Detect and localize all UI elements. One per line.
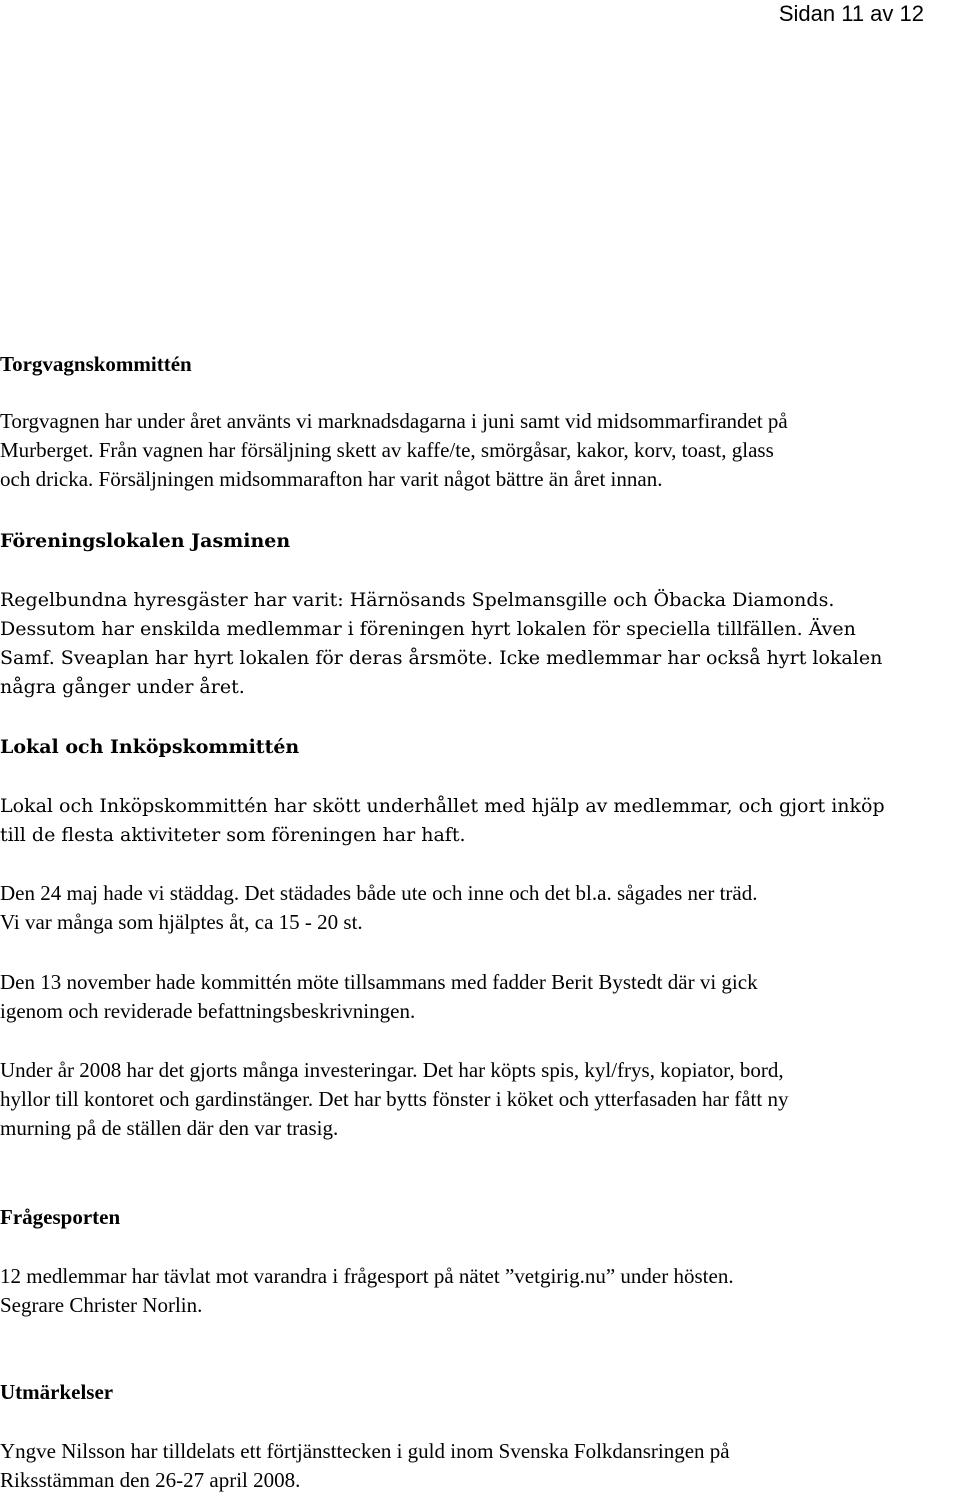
text-line: till de flesta aktiviteter som föreningen har haft. bbox=[0, 824, 466, 846]
text-line: murning på de ställen där den var trasig. bbox=[0, 1116, 339, 1140]
text-line: Den 13 november hade kommittén möte tillsammans med fadder Berit Bystedt där vi gick bbox=[0, 970, 758, 994]
paragraph-jasminen bbox=[0, 586, 956, 702]
text-line: 12 medlemmar har tävlat mot varandra i frågesport på nätet ”vetgirig.nu” under hösten. bbox=[0, 1264, 734, 1288]
text-line: Yngve Nilsson har tilldelats ett förtjänsttecken i guld inom Svenska Folkdansringen på bbox=[0, 1439, 730, 1463]
text-line: Samf. Sveaplan har hyrt lokalen för deras årsmöte. Icke medlemmar har också hyrt lokalen bbox=[0, 647, 883, 669]
text-line: och dricka. Försäljningen midsommarafton har varit något bättre än året innan. bbox=[0, 467, 663, 491]
paragraph-lokal-4 bbox=[0, 1056, 956, 1143]
text-line: Under år 2008 har det gjorts många investeringar. Det har köpts spis, kyl/frys, kopiator, bord, bbox=[0, 1058, 784, 1082]
text-line: igenom och reviderade befattningsbeskrivningen. bbox=[0, 999, 416, 1023]
text-line: Lokal och Inköpskommittén har skött underhållet med hjälp av medlemmar, och gjort inköp bbox=[0, 795, 885, 817]
text-line: Den 24 maj hade vi städdag. Det städades både ute och inne och det bl.a. sågades ner träd. bbox=[0, 881, 758, 905]
section-heading-utmarkelser: Utmärkelser bbox=[0, 1380, 114, 1404]
text-line: Segrare Christer Norlin. bbox=[0, 1293, 203, 1317]
section-heading-lokal: Lokal och Inköpskommittén bbox=[0, 736, 300, 758]
page-number: Sidan 11 av 12 bbox=[778, 1, 924, 26]
text-line: Torgvagnen har under året använts vi marknadsdagarna i juni samt vid midsommarfirandet på bbox=[0, 409, 788, 433]
text-line: hyllor till kontoret och gardinstänger. Det har bytts fönster i köket och ytterfasaden har fått ny bbox=[0, 1087, 789, 1111]
text-line: Vi var många som hjälptes åt, ca 15 - 20 st. bbox=[0, 910, 363, 934]
paragraph-lokal-3 bbox=[0, 968, 956, 1026]
paragraph-torgvagn-body bbox=[0, 407, 956, 494]
text-line: Riksstämman den 26-27 april 2008. bbox=[0, 1468, 301, 1492]
section-heading-fragesport: Frågesporten bbox=[0, 1205, 121, 1229]
paragraph-lokal-1 bbox=[0, 792, 956, 850]
paragraph-fragesport bbox=[0, 1262, 956, 1320]
section-heading-torgvagn: Torgvagnskommittén bbox=[0, 352, 192, 376]
text-line: några gånger under året. bbox=[0, 676, 245, 698]
text-line: Murberget. Från vagnen har försäljning skett av kaffe/te, smörgåsar, kakor, korv, toast, glass bbox=[0, 438, 774, 462]
paragraph-lokal-2 bbox=[0, 879, 956, 937]
text-line: Dessutom har enskilda medlemmar i föreningen hyrt lokalen för speciella tillfällen. Även bbox=[0, 618, 856, 640]
section-heading-jasminen: Föreningslokalen Jasminen bbox=[0, 530, 291, 552]
paragraph-utmarkelser bbox=[0, 1437, 956, 1495]
text-line: Regelbundna hyresgäster har varit: Härnösands Spelmansgille och Öbacka Diamonds. bbox=[0, 589, 835, 611]
